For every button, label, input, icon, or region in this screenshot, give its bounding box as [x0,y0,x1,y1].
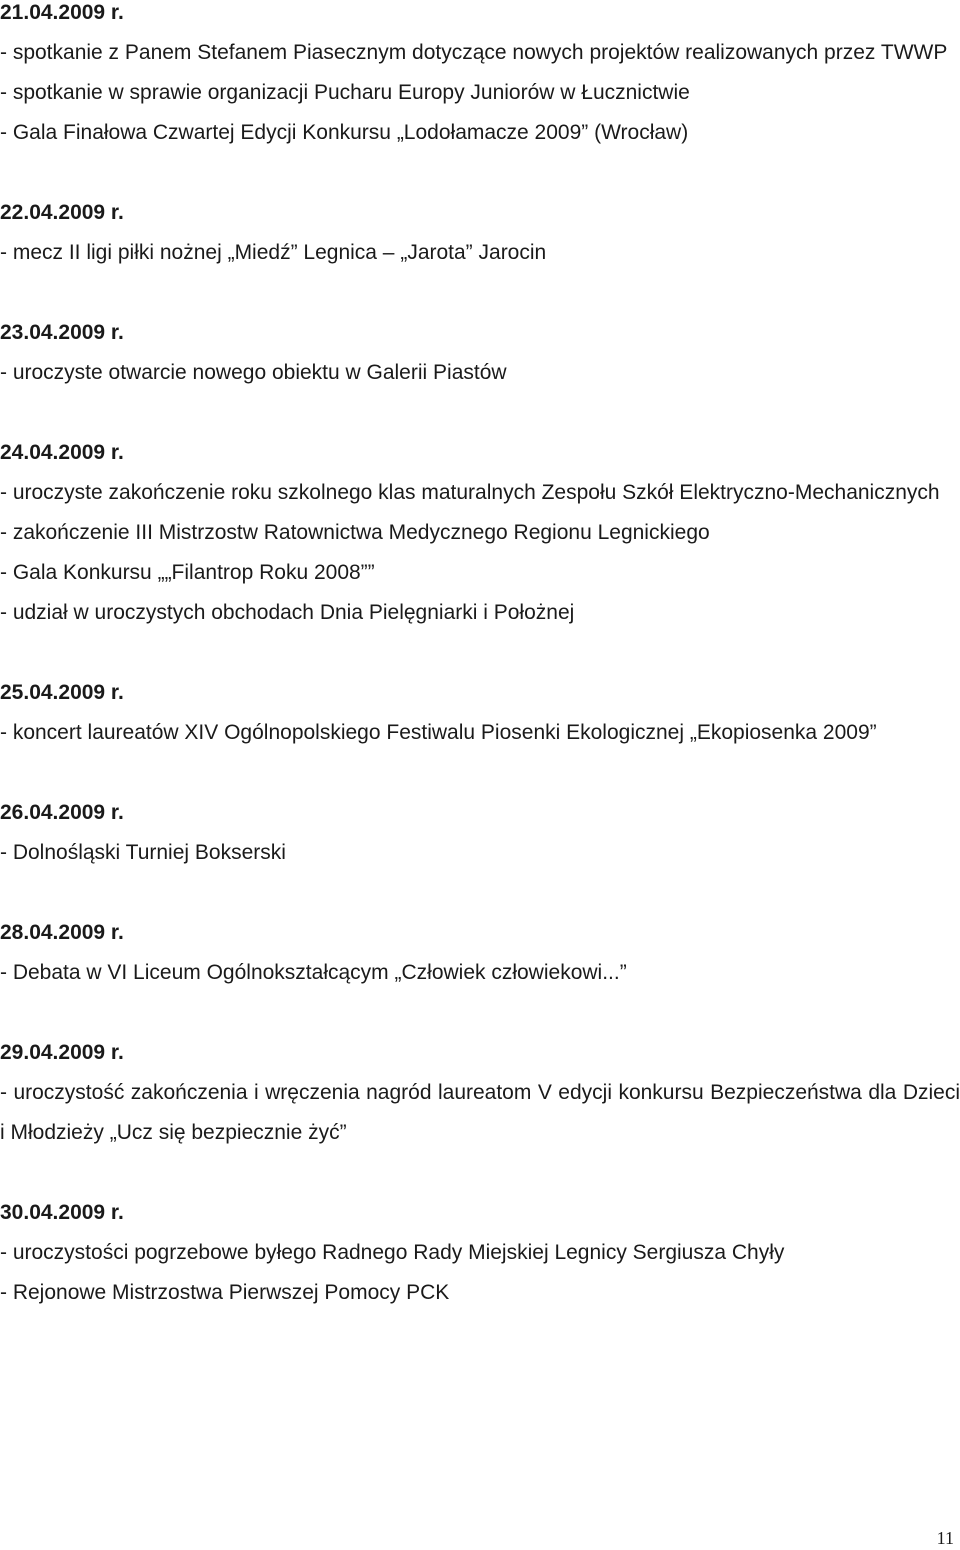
entry-item: - uroczyste otwarcie nowego obiektu w Galerii Piastów [0,361,507,384]
spacer [0,1153,960,1193]
spacer [0,273,960,313]
entry-item: - mecz II ligi piłki nożnej „Miedź” Legnica – „Jarota” Jarocin [0,241,547,264]
entry-item: - Gala Konkursu „„Filantrop Roku 2008”” [0,561,375,584]
spacer [0,753,960,793]
entry-28-04 [0,913,960,993]
entry-date: 30.04.2009 r. [0,1201,124,1224]
entry-date: 22.04.2009 r. [0,201,124,224]
entry-23-04 [0,313,960,393]
entry-30-04 [0,1193,960,1313]
entry-date: 21.04.2009 r. [0,1,124,24]
entry-date: 26.04.2009 r. [0,801,124,824]
spacer [0,393,960,433]
spacer [0,153,960,193]
entry-date: 23.04.2009 r. [0,321,124,344]
entry-date: 24.04.2009 r. [0,441,124,464]
spacer [0,633,960,673]
page-number: 11 [936,1528,954,1548]
entry-date: 25.04.2009 r. [0,681,124,704]
entry-item: - Gala Finałowa Czwartej Edycji Konkursu „Lodołamacze 2009” (Wrocław) [0,121,689,144]
entry-item: - Debata w VI Liceum Ogólnokształcącym „Człowiek człowiekowi...” [0,961,627,984]
entry-24-04 [0,433,960,633]
spacer [0,873,960,913]
entry-item: - zakończenie III Mistrzostw Ratownictwa Medycznego Regionu Legnickiego [0,521,710,544]
entry-item: - uroczystości pogrzebowe byłego Radnego Rady Miejskiej Legnicy Sergiusza Chyły [0,1241,785,1264]
entry-29-04 [0,1033,960,1153]
entry-25-04 [0,673,960,753]
entry-26-04 [0,793,960,873]
spacer [0,993,960,1033]
entry-22-04 [0,193,960,273]
entry-item: - udział w uroczystych obchodach Dnia Pielęgniarki i Położnej [0,601,575,624]
entry-item: - Dolnośląski Turniej Bokserski [0,841,286,864]
entry-item: - uroczystość zakończenia i wręczenia nagród laureatom V edycji konkursu Bezpieczeństwa dla Dzieci i Młodzieży „Ucz się bezpiecznie żyć” [0,1081,960,1144]
entry-item: - spotkanie w sprawie organizacji Pucharu Europy Juniorów w Łucznictwie [0,81,690,104]
entry-21-04 [0,0,960,153]
entry-item: - uroczyste zakończenie roku szkolnego klas maturalnych Zespołu Szkół Elektryczno-Mechanicznych [0,481,940,504]
entry-date: 28.04.2009 r. [0,921,124,944]
entry-date: 29.04.2009 r. [0,1041,124,1064]
entry-item: - koncert laureatów XIV Ogólnopolskiego Festiwalu Piosenki Ekologicznej „Ekopiosenka 2009” [0,721,877,744]
entry-item: - spotkanie z Panem Stefanem Piasecznym dotyczące nowych projektów realizowanych przez TWWP [0,41,948,64]
entry-item: - Rejonowe Mistrzostwa Pierwszej Pomocy PCK [0,1281,450,1304]
